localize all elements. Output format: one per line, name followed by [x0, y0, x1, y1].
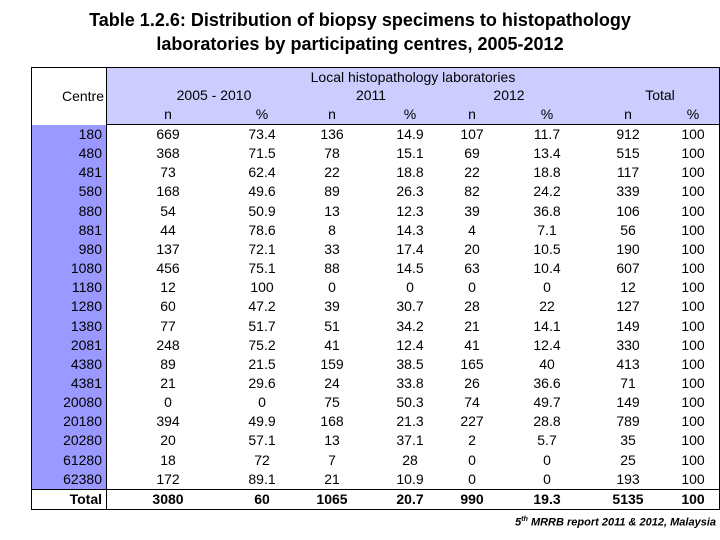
value-cell: 89	[160, 355, 176, 372]
period-header: 2005 - 2010	[176, 87, 252, 103]
value-cell: 47.2	[248, 298, 276, 315]
value-cell: 190	[616, 240, 640, 257]
value-cell: 34.2	[396, 317, 424, 334]
value-cell: 100	[681, 240, 705, 257]
value-cell: 36.6	[533, 374, 561, 391]
table-header	[107, 68, 719, 125]
total-value-cell: 990	[460, 491, 484, 507]
value-cell: 36.8	[533, 202, 561, 219]
value-cell: 159	[320, 355, 344, 372]
value-cell: 2	[468, 432, 476, 449]
value-cell: 89	[324, 183, 340, 200]
value-cell: 20	[160, 432, 176, 449]
value-cell: 136	[320, 126, 344, 142]
value-cell: 44	[160, 221, 176, 238]
centre-cell: 1080	[70, 260, 102, 277]
value-cell: 21	[160, 374, 176, 391]
value-cell: 22	[324, 164, 340, 181]
sub-header: n	[328, 106, 336, 122]
total-value-cell: 100	[681, 491, 705, 507]
value-cell: 100	[681, 470, 705, 487]
value-cell: 14.1	[533, 317, 561, 334]
source-note	[515, 516, 716, 529]
value-cell: 100	[681, 432, 705, 449]
value-cell: 413	[616, 355, 640, 372]
value-cell: 368	[156, 145, 180, 162]
total-value-cell: 3080	[152, 491, 184, 507]
value-cell: 54	[160, 202, 176, 219]
value-cell: 0	[468, 470, 476, 487]
value-cell: 0	[258, 394, 266, 411]
table-row	[32, 355, 719, 374]
value-cell: 39	[464, 202, 480, 219]
table-row	[32, 202, 719, 221]
value-cell: 38.5	[396, 355, 424, 372]
total-value-cell: 60	[254, 491, 270, 507]
value-cell: 339	[616, 183, 640, 200]
sub-header: %	[403, 106, 417, 122]
value-cell: 24	[324, 374, 340, 391]
value-cell: 51.7	[248, 317, 276, 334]
centre-cell: 20280	[63, 432, 102, 449]
data-table	[31, 67, 720, 510]
value-cell: 11.7	[533, 126, 561, 142]
centre-cell: 2081	[70, 336, 102, 353]
value-cell: 30.7	[396, 298, 424, 315]
value-cell: 39	[324, 298, 340, 315]
value-cell: 71.5	[248, 145, 276, 162]
value-cell: 149	[616, 317, 640, 334]
table-row	[32, 431, 719, 450]
value-cell: 7	[328, 451, 336, 468]
value-cell: 669	[156, 126, 180, 142]
value-cell: 28	[402, 451, 418, 468]
total-value-cell: 20.7	[396, 491, 424, 507]
sub-header: %	[255, 106, 269, 122]
value-cell: 71	[620, 374, 636, 391]
value-cell: 57.1	[248, 432, 276, 449]
page-title	[0, 8, 720, 56]
value-cell: 74	[464, 394, 480, 411]
value-cell: 100	[681, 221, 705, 238]
value-cell: 89.1	[248, 470, 276, 487]
value-cell: 73	[160, 164, 176, 181]
value-cell: 60	[160, 298, 176, 315]
value-cell: 75.2	[248, 336, 276, 353]
value-cell: 18	[160, 451, 176, 468]
table-row	[32, 240, 719, 259]
value-cell: 227	[460, 413, 484, 430]
centre-cell: 881	[78, 221, 102, 238]
value-cell: 789	[616, 413, 640, 430]
value-cell: 75	[324, 394, 340, 411]
table-row	[32, 412, 719, 431]
table-row	[32, 182, 719, 201]
total-value-cell: 5135	[612, 491, 644, 507]
value-cell: 106	[616, 202, 640, 219]
value-cell: 0	[543, 451, 551, 468]
value-cell: 100	[681, 260, 705, 277]
sub-header: %	[686, 106, 700, 122]
value-cell: 15.1	[396, 145, 424, 162]
value-cell: 100	[681, 451, 705, 468]
value-cell: 100	[681, 183, 705, 200]
total-value-cell: 1065	[316, 491, 348, 507]
sub-header: n	[164, 106, 172, 122]
value-cell: 82	[464, 183, 480, 200]
value-cell: 33.8	[396, 374, 424, 391]
value-cell: 100	[681, 317, 705, 334]
period-header: 2011	[355, 87, 387, 103]
value-cell: 100	[681, 374, 705, 391]
value-cell: 607	[616, 260, 640, 277]
value-cell: 8	[328, 221, 336, 238]
value-cell: 100	[681, 126, 705, 142]
value-cell: 28	[464, 298, 480, 315]
value-cell: 100	[681, 145, 705, 162]
table-row	[32, 317, 719, 336]
table-row	[32, 221, 719, 240]
value-cell: 37.1	[396, 432, 424, 449]
centre-cell: 980	[78, 240, 102, 257]
table-row	[32, 144, 719, 163]
centre-cell: 580	[78, 183, 102, 200]
sub-header: n	[468, 106, 476, 122]
value-cell: 10.4	[533, 260, 561, 277]
value-cell: 21.3	[396, 413, 424, 430]
value-cell: 78.6	[248, 221, 276, 238]
value-cell: 912	[616, 126, 640, 142]
value-cell: 330	[616, 336, 640, 353]
value-cell: 21	[324, 470, 340, 487]
sub-header: n	[624, 106, 632, 122]
value-cell: 22	[539, 298, 555, 315]
value-cell: 127	[616, 298, 640, 315]
value-cell: 14.9	[396, 126, 424, 142]
value-cell: 17.4	[396, 240, 424, 257]
value-cell: 149	[616, 394, 640, 411]
value-cell: 100	[681, 413, 705, 430]
table-row	[32, 470, 719, 489]
source-sup: th	[521, 516, 528, 523]
centre-cell: 180	[78, 126, 102, 142]
value-cell: 33	[324, 240, 340, 257]
total-value-cell: 19.3	[533, 491, 561, 507]
value-cell: 26.3	[396, 183, 424, 200]
value-cell: 456	[156, 260, 180, 277]
source-rest: MRRB report 2011 & 2012, Malaysia	[527, 516, 716, 529]
value-cell: 13.4	[533, 145, 561, 162]
centre-cell: 20080	[63, 394, 102, 411]
value-cell: 12.4	[533, 336, 561, 353]
value-cell: 21	[464, 317, 480, 334]
value-cell: 100	[681, 202, 705, 219]
value-cell: 0	[468, 279, 476, 296]
value-cell: 62.4	[248, 164, 276, 181]
value-cell: 72.1	[248, 240, 276, 257]
value-cell: 28.8	[533, 413, 561, 430]
value-cell: 137	[156, 240, 180, 257]
value-cell: 56	[620, 221, 636, 238]
value-cell: 12.3	[396, 202, 424, 219]
value-cell: 49.6	[248, 183, 276, 200]
value-cell: 168	[320, 413, 344, 430]
title-line-2: laboratories by participating centres, 2005-2012	[156, 34, 564, 54]
table-row	[32, 374, 719, 393]
value-cell: 26	[464, 374, 480, 391]
table-row	[32, 393, 719, 412]
value-cell: 21.5	[248, 355, 276, 372]
value-cell: 168	[156, 183, 180, 200]
value-cell: 100	[681, 336, 705, 353]
value-cell: 75.1	[248, 260, 276, 277]
source-prefix: 5	[515, 516, 522, 529]
value-cell: 69	[464, 145, 480, 162]
sub-header: %	[540, 106, 554, 122]
value-cell: 12.4	[396, 336, 424, 353]
value-cell: 51	[324, 317, 340, 334]
value-cell: 0	[164, 394, 172, 411]
value-cell: 165	[460, 355, 484, 372]
centre-cell: 61280	[63, 451, 102, 468]
title-line-1: Table 1.2.6: Distribution of biopsy specimens to histopathology	[89, 10, 631, 30]
value-cell: 41	[464, 336, 480, 353]
value-cell: 14.5	[396, 260, 424, 277]
centre-cell: 20180	[63, 413, 102, 430]
centre-cell: 480	[78, 145, 102, 162]
value-cell: 88	[324, 260, 340, 277]
value-cell: 35	[620, 432, 636, 449]
value-cell: 18.8	[533, 164, 561, 181]
centre-cell: 1280	[70, 298, 102, 315]
value-cell: 7.1	[537, 221, 557, 238]
value-cell: 10.5	[533, 240, 561, 257]
value-cell: 72	[254, 451, 270, 468]
value-cell: 78	[324, 145, 340, 162]
period-header: 2012	[493, 87, 525, 103]
value-cell: 100	[681, 164, 705, 181]
table-row	[32, 297, 719, 316]
centre-cell: 1380	[70, 317, 102, 334]
value-cell: 0	[543, 279, 551, 296]
centre-cell: 4380	[70, 355, 102, 372]
value-cell: 14.3	[396, 221, 424, 238]
value-cell: 100	[681, 394, 705, 411]
value-cell: 18.8	[396, 164, 424, 181]
value-cell: 50.3	[396, 394, 424, 411]
value-cell: 107	[460, 126, 484, 142]
value-cell: 515	[616, 145, 640, 162]
value-cell: 10.9	[396, 470, 424, 487]
value-cell: 193	[616, 470, 640, 487]
group-header: Local histopathology laboratories	[310, 69, 516, 85]
period-header: Total	[645, 87, 675, 103]
value-cell: 49.7	[533, 394, 561, 411]
value-cell: 22	[464, 164, 480, 181]
value-cell: 4	[468, 221, 476, 238]
value-cell: 63	[464, 260, 480, 277]
value-cell: 25	[620, 451, 636, 468]
table-row	[32, 163, 719, 182]
value-cell: 77	[160, 317, 176, 334]
value-cell: 5.7	[537, 432, 557, 449]
value-cell: 0	[468, 451, 476, 468]
value-cell: 172	[156, 470, 180, 487]
table-row	[32, 278, 719, 297]
value-cell: 100	[681, 355, 705, 372]
value-cell: 40	[539, 355, 555, 372]
centre-header: Centre	[61, 88, 104, 104]
value-cell: 24.2	[533, 183, 561, 200]
value-cell: 394	[156, 413, 180, 430]
value-cell: 117	[616, 164, 640, 181]
value-cell: 50.9	[248, 202, 276, 219]
value-cell: 41	[324, 336, 340, 353]
centre-cell: 1180	[71, 279, 102, 296]
value-cell: 49.9	[248, 413, 276, 430]
total-row	[32, 489, 719, 509]
value-cell: 13	[324, 432, 340, 449]
value-cell: 29.6	[248, 374, 276, 391]
value-cell: 100	[250, 279, 274, 296]
total-label: Total	[69, 491, 102, 507]
value-cell: 0	[543, 470, 551, 487]
value-cell: 0	[406, 279, 414, 296]
table-row	[32, 259, 719, 278]
value-cell: 0	[328, 279, 336, 296]
table-row	[32, 336, 719, 355]
value-cell: 100	[681, 279, 705, 296]
centre-cell: 481	[78, 164, 102, 181]
value-cell: 12	[620, 279, 636, 296]
value-cell: 73.4	[248, 126, 276, 142]
table-row	[32, 125, 719, 144]
table-row	[32, 451, 719, 470]
centre-cell: 4381	[70, 374, 102, 391]
centre-header-cell	[32, 68, 106, 124]
value-cell: 12	[160, 279, 176, 296]
value-cell: 20	[464, 240, 480, 257]
value-cell: 100	[681, 298, 705, 315]
centre-cell: 62380	[63, 470, 102, 487]
value-cell: 248	[156, 336, 180, 353]
value-cell: 13	[324, 202, 340, 219]
centre-cell: 880	[78, 202, 102, 219]
